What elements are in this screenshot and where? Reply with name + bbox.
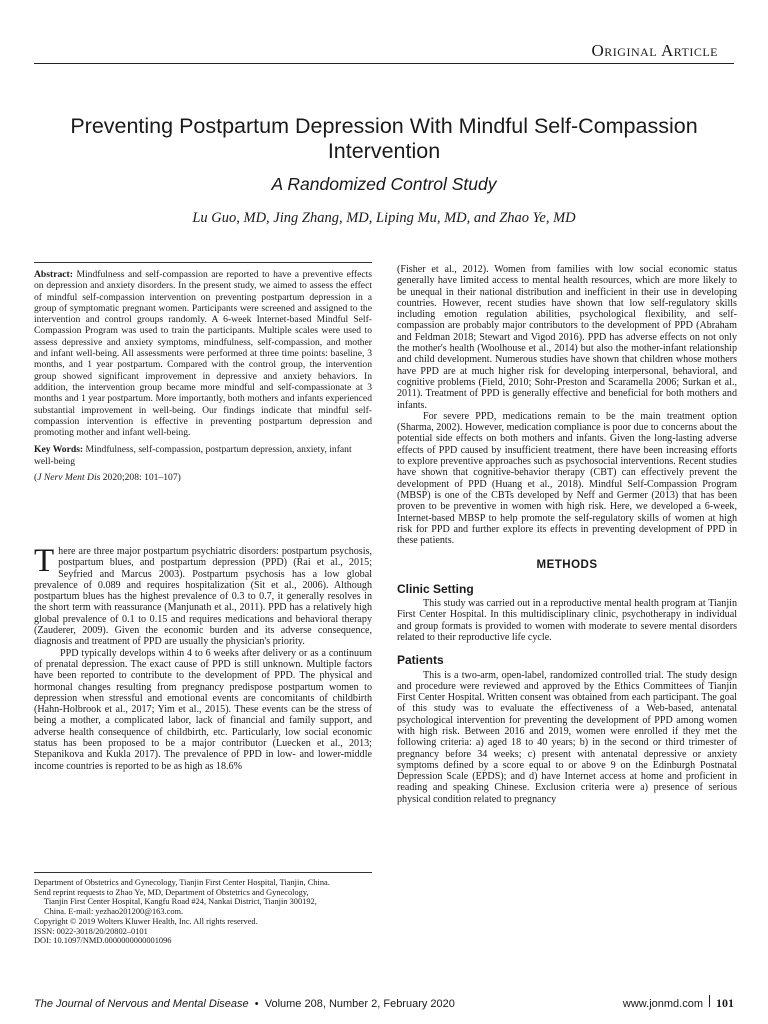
copyright: Copyright © 2019 Wolters Kluwer Health, Inc. All rights reserved. — [34, 916, 258, 926]
footer-divider — [709, 995, 710, 1007]
article-title: Preventing Postpartum Depression With Mindful Self-Compassion Intervention — [70, 114, 698, 163]
keywords-text: Mindfulness, self-compassion, postpartum depression, anxiety, infant well-being — [34, 444, 352, 467]
citation: (J Nerv Ment Dis 2020;208: 101–107) — [34, 472, 181, 484]
reprint-address: Tianjin First Center Hospital, Kangfu Road #24, Nankai District, Tianjin 300192, — [44, 897, 317, 907]
section-label: Original Article — [591, 41, 718, 60]
keywords — [34, 444, 372, 467]
bullet: • — [254, 998, 259, 1010]
keywords-label: Key Words: — [34, 444, 84, 456]
abstract-paragraph — [34, 269, 372, 438]
abstract-label: Abstract: — [34, 269, 73, 280]
intro-text-1: here are three major postpartum psychiatric disorders: postpartum psychosis, postpartum blues, and postpartum depression (PPD) (Rai et al., 2015; Seyfried and Marcus 2003). Postpartum psychosis has a low global prevalence of 0.089 and requires hospitalization (Sit et al., 2006). Although postpartum blues has the highest prevalence of 0.3 to 0.7, it generally resolves in the short term with reassurance (Manjunath et al., 2011). PPD has a relatively high global prevalence of 0.1 to 0.15 and requires medications and behavioral therapy (Zauderer, 2009). Given the economic burden and its adverse consequence, diagnosis and treatment of PPD are usually the physician's priority. — [34, 546, 372, 648]
body-paragraph-2: For severe PPD, medications remain to be the main treatment option (Sharma, 2002). However, medication compliance is poor due to concerns about the potential side effects on both mothers and infants. Given the long-lasting adverse effects of PPD caused by insufficient treatment, there have been increasing efforts to explore preventive approaches such as psychosocial interventions. Recent studies have shown that cognitive-behavior therapy (CBT) can effectively prevent the development of PPD (Huang et al., 2018). Mindful Self-Compassion Program (MBSP) is one of the CBTs developed by Neff and Germer (2013) that has been proven to be preventive in women with high risk. Here, we developed a 6-week, Internet-based MBSP to help promote the self-regulatory skills of women at high risk for PPD and further explore its effects in preventing development of PPD in these patients. — [397, 410, 737, 547]
volume-info: Volume 208, Number 2, February 2020 — [264, 998, 455, 1010]
affiliation: Department of Obstetrics and Gynecology, Tianjin First Center Hospital, Tianjin, China. — [34, 878, 330, 887]
page-footer — [34, 995, 734, 1011]
abstract-text: Mindfulness and self-compassion are reported to have a preventive effects on depression and anxiety disorders. In the present study, we aimed to assess the effect of mindful self-compassion intervention on preventing postpartum depression in a group of symptomatic pregnant women. Participants were screened and assigned to the intervention and control groups randomly. A 6-week Internet-based Mindful Self-Compassion Program was used to train the participants. Multiple scales were used to assess depressive and anxiety symptoms, mindfulness, self-compassion, and mother and infant well-being. All assessments were performed at three time points: baseline, 3 months, and 1 year postpartum. Compared with the control group, the intervention group showed significant improvement in depressive and anxiety behaviors. In addition, the intervention group became more mindful and self-compassionate at 3 months and 1 year postpartum. More importantly, both mothers and infants experienced substantial improvement in well-being. Our findings indicate that mindful self-compassion intervention is effective in preventing postpartum depression and promoting mother and infant well-being. — [34, 269, 372, 439]
body-right-column — [397, 264, 737, 805]
intro-paragraph-2: PPD typically develops within 4 to 6 weeks after delivery or as a continuum of prenatal depression. The exact cause of PPD is still unknown. Multiple factors have been reported to contribute to the development of PPD. The physical and hormonal changes resulting from pregnancy predispose postpartum women to depression when stressful and emotional events are concomitants of childbirth (Hahn-Holbrook et al., 2017; Yim et al., 2015). These events can be the stress of being a mother, a complicated labor, lack of financial and family support, and adverse health consequence of childbirth, etc. Particularly, low social economic status has been proposed to be a major contributor (Luecken et al., 2013; Stepanikova and Kukla 2017). The prevalence of PPD in low- and lower-middle income countries is reported to be as high as 18.6% — [34, 647, 372, 772]
journal-name: The Journal of Nervous and Mental Disease — [34, 998, 249, 1010]
doi: DOI: 10.1097/NMD.0000000000001096 — [34, 936, 172, 946]
abstract-section — [34, 262, 372, 483]
article-subtitle: A Randomized Control Study — [271, 174, 497, 194]
drop-cap: T — [34, 543, 55, 579]
issn: ISSN: 0022-3018/20/20802–0101 — [34, 926, 148, 936]
patients-text: This is a two-arm, open-label, randomized controlled trial. The study design and procedure were reviewed and approved by the Ethics Committees of Tianjin First Center Hospital. Written consent was obtained from each participant. The goal of this study was to evaluate the effectiveness of a Web-based, antenatal psychological intervention for preventing the development of PPD among women with high risk. Between 2016 and 2019, women were enrolled if they met the following criteria: a) aged 18 to 40 years; b) in the second or third trimester of pregnancy before 34 weeks; c) present with antenatal depressive or anxiety symptoms defined by a score equal to or above 9 on the Edinburgh Postnatal Depression Scale (EPDS); and d) have Internet access at home and proficient in reading and speaking Chinese. Exclusion criteria were a) presence of serious physical condition related to pregnancy — [397, 669, 737, 805]
author-list: Lu Guo, MD, Jing Zhang, MD, Liping Mu, MD, and Zhao Ye, MD — [192, 210, 576, 226]
body-paragraph-1: (Fisher et al., 2012). Women from families with low social economic status generally have limited access to mental health resources, which are more likely to be unequal in their national distribution and inefficient in their use in developing countries. However, recent studies have shown that low self-regulatory skills including emotion regulation abilities, psychological flexibility, and self-compassion are probably major contributors to the development of PPD (Abraham and Feldman 2018; Stewart and Vigod 2016). PPD has adverse effects on not only the mother's health (Woolhouse et al., 2014) but also the mother-infant relationship and child development. Numerous studies have shown that children whose mothers have PPD are at much higher risk for developing interpersonal, behavioral, and cognitive problems (Field, 2010; Sohr-Preston and Scaramella 2006; Surkan et al., 2011). Treatment of PPD is generally effective and beneficial for both mothers and infants. — [397, 264, 737, 411]
methods-heading: METHODS — [536, 559, 598, 572]
clinic-setting-heading: Clinic Setting — [397, 581, 474, 596]
intro-paragraph-1 — [34, 543, 372, 648]
website-link[interactable]: www.jonmd.com — [622, 998, 703, 1010]
reprint-email: China. E-mail: yezhao201200@163.com. — [44, 907, 184, 917]
page-number: 101 — [716, 996, 734, 1010]
body-left-column — [34, 543, 372, 772]
header-rule — [34, 63, 734, 64]
footnotes — [34, 872, 372, 946]
reprint-request: Send reprint requests to Zhao Ye, MD, Department of Obstetrics and Gynecology, — [34, 887, 309, 897]
clinic-setting-text: This study was carried out in a reproductive mental health program at Tianjin First Center Hospital. In this multidisciplinary clinic, psychotherapy in individual and group formats is provided to women with moderate to severe mental disorders related to their reproductive life cycle. — [397, 598, 737, 643]
citation-details: 2020;208: 101–107) — [100, 472, 181, 484]
citation-journal: J Nerv Ment Dis — [37, 472, 101, 484]
patients-heading: Patients — [397, 653, 444, 668]
